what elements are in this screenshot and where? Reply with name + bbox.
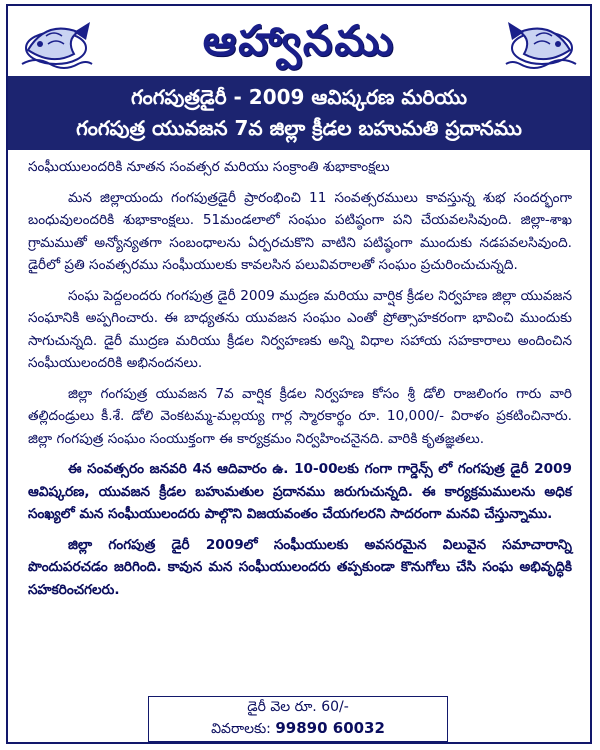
headline-banner — [8, 76, 590, 150]
diary-price: డైరీ వెల రూ. 60/- — [247, 699, 349, 715]
contact-label: వివరాలకు: — [211, 721, 271, 737]
greeting-paragraph: సంఘీయులందరికి నూతన సంవత్సర మరియు సంక్రాంతి శుభాకాంక్షలు — [28, 159, 390, 175]
headline-line-1: గంగపుత్రడైరీ - 2009 ఆవిష్కరణ మరియు — [130, 85, 468, 109]
body-paragraph: మన జిల్లాయందు గంగపుత్రడైరీ ప్రారంభించి 11 సంవత్సరములు కావస్తున్న శుభ సందర్భంగా బంధువులందరికి శుభాకాంక్షలు. 51మండలాలో సంఘం పటిష్ఠంగా పని చేయవలసివుంది. జిల్లా-శాఖ గ్రామముతో అన్యోన్యతగా సంబంధాలను ఏర్పరచుకొని వాటిని పటిష్ఠంగా ముందుకు నడపవలసివుంది. డైరీలో ప్రతి సంవత్సరము సంఘీయులకు కావలసిన పలువివరాలతో సంఘం ప్రచురించుచున్నది. — [28, 189, 572, 273]
fish-emblem-icon — [502, 10, 582, 72]
body-paragraph: జిల్లా గంగపుత్ర యువజన 7వ వార్షిక క్రీడల నిర్వహణ కోసం శ్రీ డోలి రాజలింగం గారు వారి తల్లిదండ్రులు కీ.శే. డోలి వెంకటమ్మ-మల్లయ్య గార్ల స్మారకార్థం రూ. 10,000/- విరాళం ప్రకటించినారు. జిల్లా గంగపుత్ర సంఘం సంయుక్తంగా ఈ కార్యక్రమం నిర్వహించనైనది. వారికి కృతజ్ఞతలు. — [28, 385, 572, 447]
body-paragraph: సంఘ పెద్దలందరు గంగపుత్ర డైరీ 2009 ముద్రణ మరియు వార్షిక క్రీడల నిర్వహణ జిల్లా యువజన సంఘానికి అప్పగించారు. ఈ బాధ్యతను యువజన సంఘం ఎంతో ప్రోత్సాహకరంగా భావించి ముందుకు సాగుచున్నది. డైరీ ముద్రణ మరియు క్రీడల నిర్వహణకు అన్ని విధాల సహాయ సహకారాలు అందించిన సంఘీయులందరికి అభినందనలు. — [28, 287, 572, 371]
headline-line-2: గంగపుత్ర యువజన 7వ జిల్లా క్రీడల బహుమతి ప్రదానము — [76, 116, 522, 140]
contact-phone: 99890 60032 — [275, 719, 385, 737]
header — [8, 6, 590, 74]
fish-emblem-icon — [16, 10, 96, 72]
page-title: ఆహ్వానము — [202, 16, 396, 65]
price-contact-box — [148, 696, 448, 742]
closing-paragraph: జిల్లా గంగపుత్ర డైరీ 2009లో సంఘీయులకు అవసరమైన విలువైన సమాచారాన్ని పొందుపరచడం జరిగింది. కావున మన సంఘీయులందరు తప్పకుండా కొనుగోలు చేసి సంఘ అభివృద్ధికి సహకరించగలరు. — [28, 536, 572, 598]
event-paragraph: ఈ సంవత్సరం జనవరి 4న ఆదివారం ఉ. 10-00లకు గంగా గార్డెన్స్ లో గంగపుత్ర డైరీ 2009 ఆవిష్కరణ, యువజన క్రీడల బహుమతుల ప్రదానము జరుగుచున్నది. ఈ కార్యక్రమములను అధిక సంఖ్యలో మన సంఘీయులందరు పాల్గొని విజయవంతం చేయగలరని సాదరంగా మనవి చేస్తున్నాము. — [28, 461, 572, 522]
invitation-body — [8, 156, 590, 609]
contact-line — [149, 718, 447, 740]
invitation-card — [6, 4, 592, 744]
